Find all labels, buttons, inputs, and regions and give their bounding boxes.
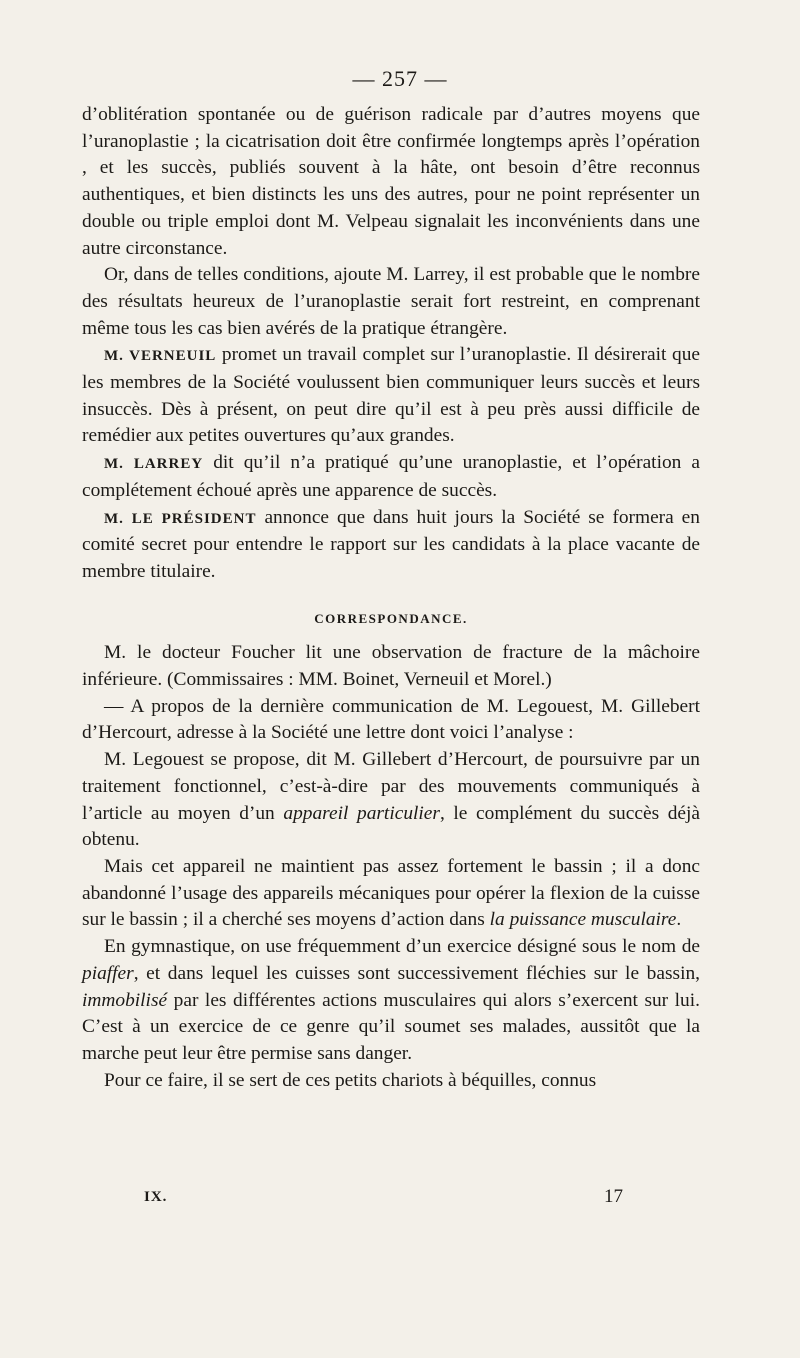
paragraph-text: dit qu’il n’a pratiqué qu’une uranoplastie, et l’opération a complétement échoué après une apparence de succès. (82, 452, 700, 501)
paragraph (82, 505, 700, 586)
paragraph-text: , et dans lequel les cuisses sont successivement fléchies sur le bassin, (133, 962, 700, 984)
paragraph (82, 342, 700, 450)
page-number: — 257 — (352, 66, 448, 91)
speaker-name: M. LARREY (104, 456, 204, 473)
paragraph: d’oblitération spontanée ou de guérison radicale par d’autres moyens que l’uranoplastie ; la cicatrisation doit être confirmée longtemps après l’opération , et les succès, publiés souvent à la hâte, ont besoin d’être reconnus authentiques, et bien distincts les uns des autres, pour ne point représenter un double ou triple emploi dont M. Velpeau signalait les inconvénients dans une autre circonstance. (82, 104, 700, 259)
paragraph-text: promet un travail complet sur l’uranoplastie. Il désirerait que les membres de la Société voulussent bien communiquer leurs succès et leurs insuccès. Dès à présent, on peut dire qu’il est à peu près aussi difficile de remédier aux petites ouvertures qu’aux grandes. (82, 344, 700, 447)
paragraph-text: M. Legouest se propose, dit M. Gillebert d’Hercourt, de poursuivre par un traitement fonctionnel, c’est-à-dire par des mouvements communiqués à l’article au moyen d’un (82, 749, 700, 824)
emphasis: appareil particulier (283, 802, 440, 824)
paragraph: Pour ce faire, il se sert de ces petits chariots à béquilles, connus (104, 1069, 597, 1091)
speaker-name: M. VERNEUIL (104, 348, 217, 365)
emphasis: piaffer (82, 962, 134, 984)
paragraph-text: , le complément du succès déjà obtenu. (82, 802, 701, 851)
paragraph: — A propos de la dernière communication de M. Legouest, M. Gillebert d’Hercourt, adresse à la Société une lettre dont voici l’analyse : (82, 695, 700, 744)
body-text (82, 102, 700, 1094)
paragraph-text: annonce que dans huit jours la Société se formera en comité secret pour entendre le rapport sur les candidats à la place vacante de membre titulaire. (82, 506, 700, 582)
paragraph (82, 747, 700, 854)
paragraph: Or, dans de telles conditions, ajoute M. Larrey, il est probable que le nombre des résultats heureux de l’uranoplastie serait fort restreint, en comprenant même tous les cas bien avérés de la pratique étrangère. (82, 264, 700, 339)
folio-number: 17 (604, 1186, 623, 1207)
paragraph (82, 450, 700, 504)
section-heading: CORRESPONDANCE. (314, 610, 468, 626)
emphasis: la puissance musculaire (489, 909, 677, 931)
paragraph: M. le docteur Foucher lit une observation de fracture de la mâchoire inférieure. (Commissaires : MM. Boinet, Verneuil et Morel.) (82, 642, 700, 691)
paragraph (82, 934, 700, 1068)
speaker-name: M. LE PRÉSIDENT (104, 510, 257, 527)
paragraph-text: Mais cet appareil ne maintient pas assez fortement le bassin ; il a donc abandonné l’usage des appareils mécaniques pour opérer la flexion de la cuisse sur le bassin ; il a cherché ses moyens d’action dans (82, 855, 700, 931)
page-footer (0, 1186, 800, 1216)
paragraph-text: En gymnastique, on use fréquemment d’un exercice désigné sous le nom de (104, 936, 700, 958)
emphasis: immobilisé (82, 989, 168, 1011)
paragraph (82, 854, 700, 934)
signature-mark: IX. (144, 1189, 168, 1205)
paragraph-text: par les différentes actions musculaires qui alors s’exercent sur lui. C’est à un exercice de ce genre qu’il soumet ses malades, aussitôt que la marche peut leur être permise sans danger. (82, 989, 700, 1064)
paragraph-text: . (676, 909, 682, 931)
